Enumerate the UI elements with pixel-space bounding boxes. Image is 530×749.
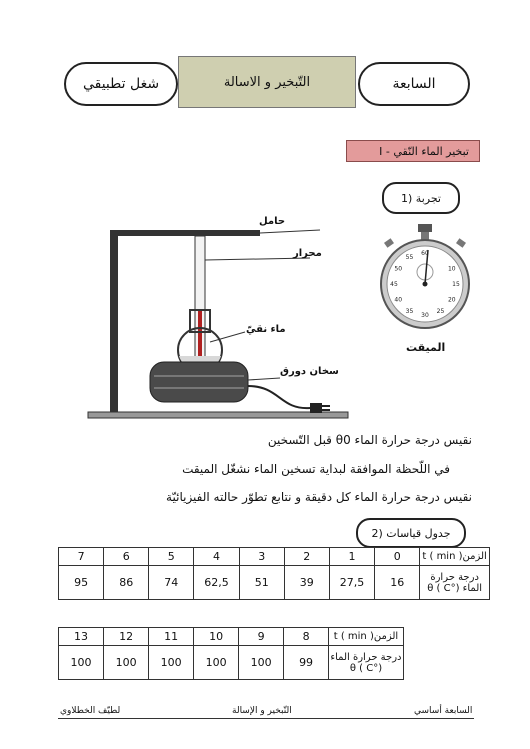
table-cell: 0 [375, 548, 420, 566]
footer-grade: السابعة أساسي [414, 706, 473, 716]
table1-time-header: الزمن( t ( min [420, 548, 490, 566]
bench [88, 412, 348, 418]
stopwatch-number: 55 [405, 254, 414, 262]
table-cell: 100 [149, 646, 194, 680]
stopwatch-number: 50 [394, 265, 403, 273]
stopwatch-number: 20 [447, 296, 456, 304]
instruction-2: في اللّحظة الموافقة لبداية تسخين الماء نشغّل الميقت [182, 462, 450, 476]
table-cell: 27,5 [329, 566, 374, 600]
stopwatch-number: 35 [405, 307, 414, 315]
table2-temp-row [59, 646, 404, 680]
label-stopwatch: الميقت [406, 341, 446, 354]
stopwatch-number: 60 [421, 250, 429, 257]
table-cell: 100 [104, 646, 149, 680]
table-cell: 7 [59, 548, 104, 566]
measurements-table-1 [58, 547, 490, 600]
table1-time-row [59, 548, 490, 566]
table-cell: 10 [194, 628, 239, 646]
table-cell: 11 [149, 628, 194, 646]
table-cell: 39 [284, 566, 329, 600]
thermometer-liquid [198, 310, 202, 362]
apparatus-diagram [80, 210, 360, 425]
stopwatch-number: 15 [452, 281, 460, 288]
table-cell: 16 [375, 566, 420, 600]
footer-divider [58, 718, 474, 719]
table-cell: 100 [239, 646, 284, 680]
table-cell: 74 [149, 566, 194, 600]
instruction-1: نقيس درجة حرارة الماء θ0 قبل التّسخين [267, 433, 472, 447]
experiment-label: 1) تجربة [382, 182, 460, 214]
table2-time-header: الزمن( t ( min [328, 628, 403, 646]
stopwatch-number: 40 [394, 296, 403, 304]
stopwatch-icon [375, 222, 475, 340]
instruction-3: نقيس درجة حرارة الماء كل دقيقة و نتابع تطوّر حالته الفيزيائيّة [166, 490, 472, 504]
table1-temp-row [59, 566, 490, 600]
stopwatch-number: 10 [447, 265, 456, 273]
measurements-table-2 [58, 627, 404, 680]
table-cell: 6 [104, 548, 149, 566]
table-cell: 86 [104, 566, 149, 600]
table-cell: 2 [284, 548, 329, 566]
table2-time-row [59, 628, 404, 646]
page-title-banner [178, 56, 356, 108]
table-cell: 95 [59, 566, 104, 600]
plug [310, 403, 322, 413]
stand-rod [110, 230, 118, 412]
stopwatch-number: 25 [436, 307, 445, 315]
table-cell: 62,5 [194, 566, 239, 600]
header-grade-label: السابعة [358, 62, 470, 106]
stopwatch-number: 45 [390, 281, 398, 288]
section-title: I - تبخير الماء النّقي [379, 144, 469, 158]
table-cell: 12 [104, 628, 149, 646]
heater-cable [248, 386, 310, 408]
table-cell: 13 [59, 628, 104, 646]
table-cell: 3 [239, 548, 284, 566]
table-cell: 5 [149, 548, 194, 566]
table-cell: 100 [59, 646, 104, 680]
label-water: ماء نقيّ [246, 324, 286, 335]
stopwatch-number: 30 [421, 312, 429, 319]
table-cell: 4 [194, 548, 239, 566]
stand-arm [110, 230, 260, 236]
footer-author: لطيّف الخطلاوي [60, 706, 121, 716]
table-cell: 8 [284, 628, 329, 646]
measurements-label: 2) جدول قياسات [356, 518, 466, 548]
label-thermometer: محرار [293, 248, 322, 259]
page-title: التّبخير و الاسالة [223, 74, 311, 90]
table-cell: 9 [239, 628, 284, 646]
table-cell: 99 [284, 646, 329, 680]
section-title-ribbon [346, 140, 480, 162]
label-heater: سخان دورق [280, 366, 339, 377]
footer-title: التّبخير و الإسالة [232, 706, 292, 716]
table-cell: 51 [239, 566, 284, 600]
table-cell: 100 [194, 646, 239, 680]
table1-temp-header: درجة حرارة الماء (°C ) θ [420, 566, 490, 600]
label-stand: حامل [259, 216, 286, 227]
table-cell: 1 [329, 548, 374, 566]
header-subject-label: شغل تطبيقي [64, 62, 178, 106]
heater [150, 362, 248, 402]
table2-temp-header: درجة حرارة الماء (°C ) θ [328, 646, 403, 680]
